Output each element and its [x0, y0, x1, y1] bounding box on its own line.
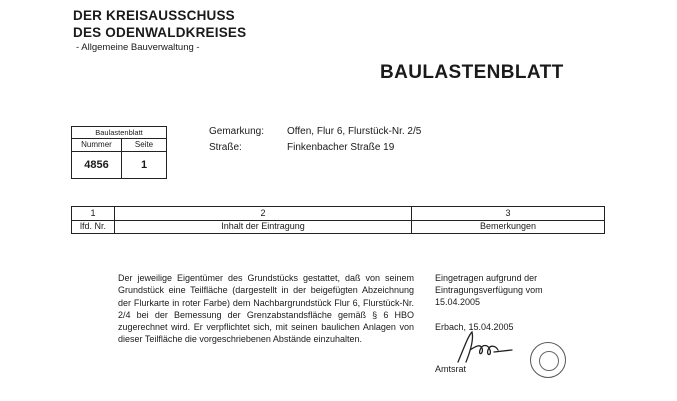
- column-header-table: [71, 206, 605, 234]
- sheet-page: 1: [140, 159, 148, 171]
- strasse-value: Finkenbacher Straße 19: [287, 142, 395, 153]
- signature: [450, 328, 522, 368]
- remark-line1: Eingetragen aufgrund der: [435, 273, 538, 283]
- strasse-label: Straße:: [209, 142, 242, 153]
- column-1-number: 1: [90, 208, 96, 218]
- official-seal: [530, 342, 566, 378]
- entry-text: Der jeweilige Eigentümer des Grundstücks gestattet, daß von seinem Grundstück eine Teilfläche (dargestellt in der beigefügten Abzeichnung der Flurkarte in roter Farbe) dem Nachbargrundstück Flur 6, Flurstück-Nr. 2/4 bei der Bemessung der Grenzabstandsfläche gemäß § 6 HBO zugerechnet wird. Er verpflichtet sich, mit seinen baulichen Anlagen von dieser Teilfläche die vorgeschriebenen Abstände einzuhalten.: [118, 273, 414, 345]
- signer-title: Amtsrat: [435, 364, 467, 374]
- authority-name-line2: DES ODENWALDKREISES: [73, 25, 247, 40]
- remark-date: 15.04.2005: [435, 297, 481, 307]
- sheet-number: 4856: [72, 151, 122, 179]
- page-column-label: Seite: [134, 140, 154, 149]
- column-3-label: Bemerkungen: [479, 221, 537, 231]
- reference-box-title: Baulastenblatt: [72, 127, 166, 139]
- place-date: Erbach, 15.04.2005: [435, 322, 514, 332]
- reference-box: [71, 126, 167, 179]
- column-1-label: lfd. Nr.: [79, 221, 106, 231]
- gemarkung-label: Gemarkung:: [209, 126, 265, 137]
- column-3-number: 3: [505, 208, 511, 218]
- column-2-number: 2: [260, 208, 266, 218]
- department-label: - Allgemeine Bauverwaltung -: [76, 42, 200, 53]
- remark-line2: Eintragungsverfügung vom: [435, 285, 543, 295]
- document-title: BAULASTENBLATT: [380, 62, 564, 83]
- gemarkung-value: Offen, Flur 6, Flurstück-Nr. 2/5: [287, 126, 422, 137]
- column-2-label: Inhalt der Eintragung: [221, 221, 305, 231]
- number-column-label: Nummer: [72, 138, 122, 151]
- authority-name-line1: DER KREISAUSSCHUSS: [73, 8, 235, 23]
